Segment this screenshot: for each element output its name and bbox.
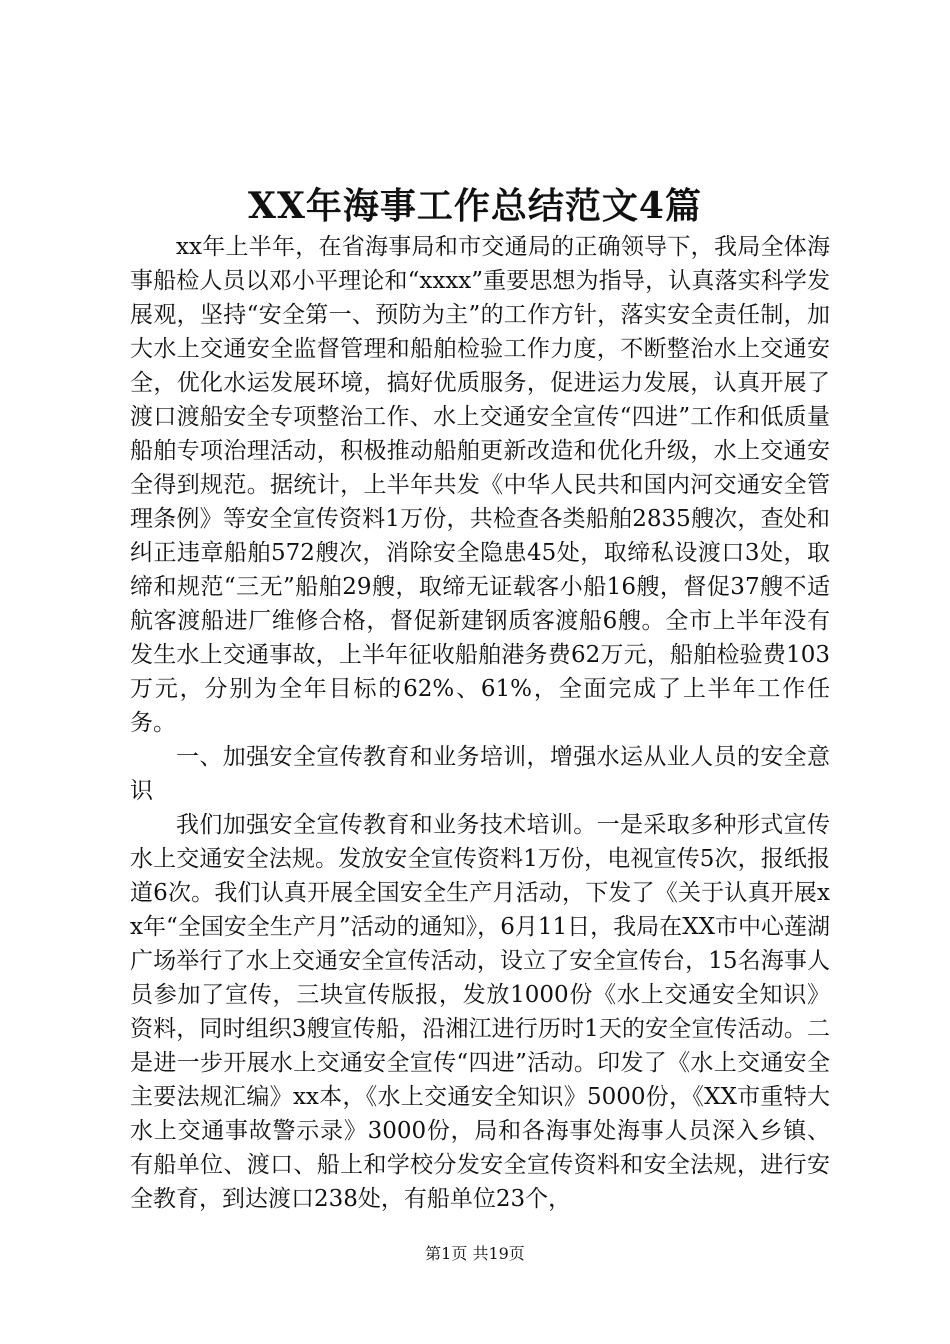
page-footer: 第1页 共19页 [425, 1244, 525, 1263]
section-paragraph: 我们加强安全宣传教育和业务技术培训。一是采取多种形式宣传水上交通安全法规。发放安全宣传资料1万份，电视宣传5次，报纸报道6次。我们认真开展全国安全生产月活动，下发了《关于认真开展xx年“全国安全生产月”活动的通知》，6月11日，我局在XX市中心莲湖广场举行了水上交通安全宣传活动，设立了安全宣传台，15名海事人员参加了宣传，三块宣传版报，发放1000份《水上交通安全知识》资料，同时组织3艘宣传船，沿湘江进行历时1天的安全宣传活动。二是进一步开展水上交通安全宣传“四进”活动。印发了《水上交通安全主要法规汇编》xx本，《水上交通安全知识》5000份，《XX市重特大水上交通事故警示录》3000份，局和各海事处海事人员深入乡镇、有船单位、渡口、船上和学校分发安全宣传资料和安全法规，进行安全教育，到达渡口238处，有船单位23个， [130, 812, 830, 1212]
intro-paragraph: xx年上半年，在省海事局和市交通局的正确领导下，我局全体海事船检人员以邓小平理论和“xxxx”重要思想为指导，认真落实科学发展观，坚持“安全第一、预防为主”的工作方针，落实安全责任制，加大水上交通安全监督管理和船舶检验工作力度，不断整治水上交通安全，优化水运发展环境，搞好优质服务，促进运力发展，认真开展了渡口渡船安全专项整治工作、水上交通安全宣传“四进”工作和低质量船舶专项治理活动，积极推动船舶更新改造和优化升级，水上交通安全得到规范。据统计，上半年共发《中华人民共和国内河交通安全管理条例》等安全宣传资料1万份，共检查各类船舶2835艘次，查处和纠正违章船舶572艘次，消除安全隐患45处，取缔私设渡口3处，取缔和规范“三无”船舶29艘，取缔无证载客小船16艘，督促37艘不适航客渡船进厂维修合格，督促新建钢质客渡船6艘。全市上半年没有发生水上交通事故，上半年征收船舶港务费62万元，船舶检验费103万元，分别为全年目标的62%、61%，全面完成了上半年工作任务。 [130, 234, 830, 736]
document-body [130, 230, 830, 1216]
section-heading: 一、加强安全宣传教育和业务培训，增强水运从业人员的安全意识 [130, 744, 830, 804]
document-title: XX年海事工作总结范文4篇 [248, 185, 702, 227]
